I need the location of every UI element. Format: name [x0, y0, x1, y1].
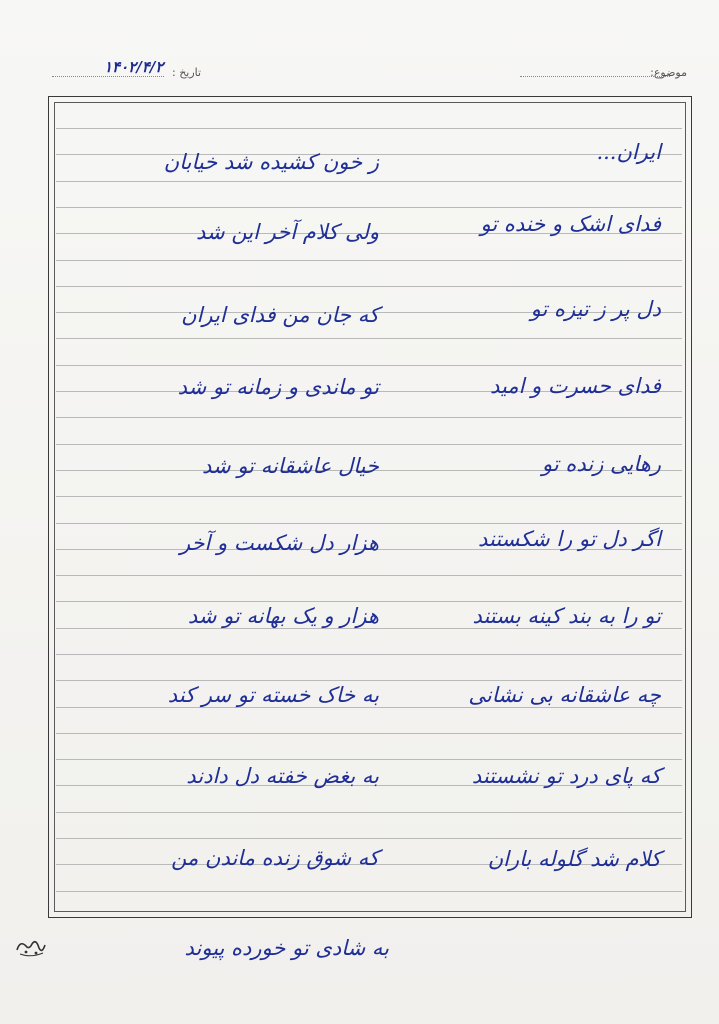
poem-line: که جان من فدای ایران [181, 303, 379, 327]
ruled-line [56, 891, 682, 892]
ruled-line [56, 496, 682, 497]
poem-line: ولی کلام آخر این شد [196, 220, 379, 244]
poem-line: دل پر ز تیزه تو [530, 297, 661, 321]
date-line [52, 76, 164, 77]
ruled-line [56, 601, 682, 602]
ruled-line [56, 838, 682, 839]
ruled-line [56, 575, 682, 576]
poem-line: تو را به بند کینه بستند [472, 604, 661, 628]
poem-line: کلام شد گلوله باران [487, 847, 661, 871]
ruled-line [56, 654, 682, 655]
date-label: تاریخ : [172, 66, 202, 79]
poem-line: فدای حسرت و امید [489, 374, 661, 398]
ruled-line [56, 181, 682, 182]
poem-line: رهایی زنده تو [541, 452, 661, 476]
poem-line: تو ماندی و زمانه تو شد [177, 375, 379, 399]
ruled-line [56, 128, 682, 129]
ruled-line [56, 733, 682, 734]
poem-line: هزار دل شکست و آخر [179, 531, 379, 555]
poem-line: به خاک خسته تو سر کند [167, 683, 379, 707]
ruled-line [56, 523, 682, 524]
poem-line: که شوق زنده ماندن من [171, 846, 379, 870]
notebook-brand-logo-icon [14, 936, 48, 958]
poem-line: اگر دل تو را شکستند [477, 527, 661, 551]
ruled-line [56, 286, 682, 287]
poem-line: به بغض خفته دل دادند [186, 764, 379, 788]
ruled-line [56, 812, 682, 813]
poem-line: خیال عاشقانه تو شد [202, 454, 379, 478]
ruled-line [56, 417, 682, 418]
ruled-line [56, 628, 682, 629]
ruled-line [56, 338, 682, 339]
ruled-line [56, 207, 682, 208]
ruled-line [56, 707, 682, 708]
ruled-line [56, 365, 682, 366]
poem-line-bottom: به شادی تو خورده پیوند [184, 936, 389, 960]
ruled-line [56, 444, 682, 445]
poem-title: ایران... [596, 140, 661, 164]
poem-line: ز خون کشیده شد خیابان [163, 150, 379, 174]
poem-line: که پای درد تو نشستند [471, 764, 661, 788]
poem-line: هزار و یک بهانه تو شد [187, 604, 379, 628]
poem-line: چه عاشقانه بی نشانی [468, 683, 661, 707]
ruled-line [56, 680, 682, 681]
ruled-line [56, 260, 682, 261]
poem-line: فدای اشک و خنده تو [480, 212, 661, 236]
subject-line [520, 76, 670, 77]
ruled-line [56, 759, 682, 760]
subject-label: موضوع: [650, 66, 687, 79]
date-value: ۱۴۰۲/۴/۲ [104, 58, 164, 76]
